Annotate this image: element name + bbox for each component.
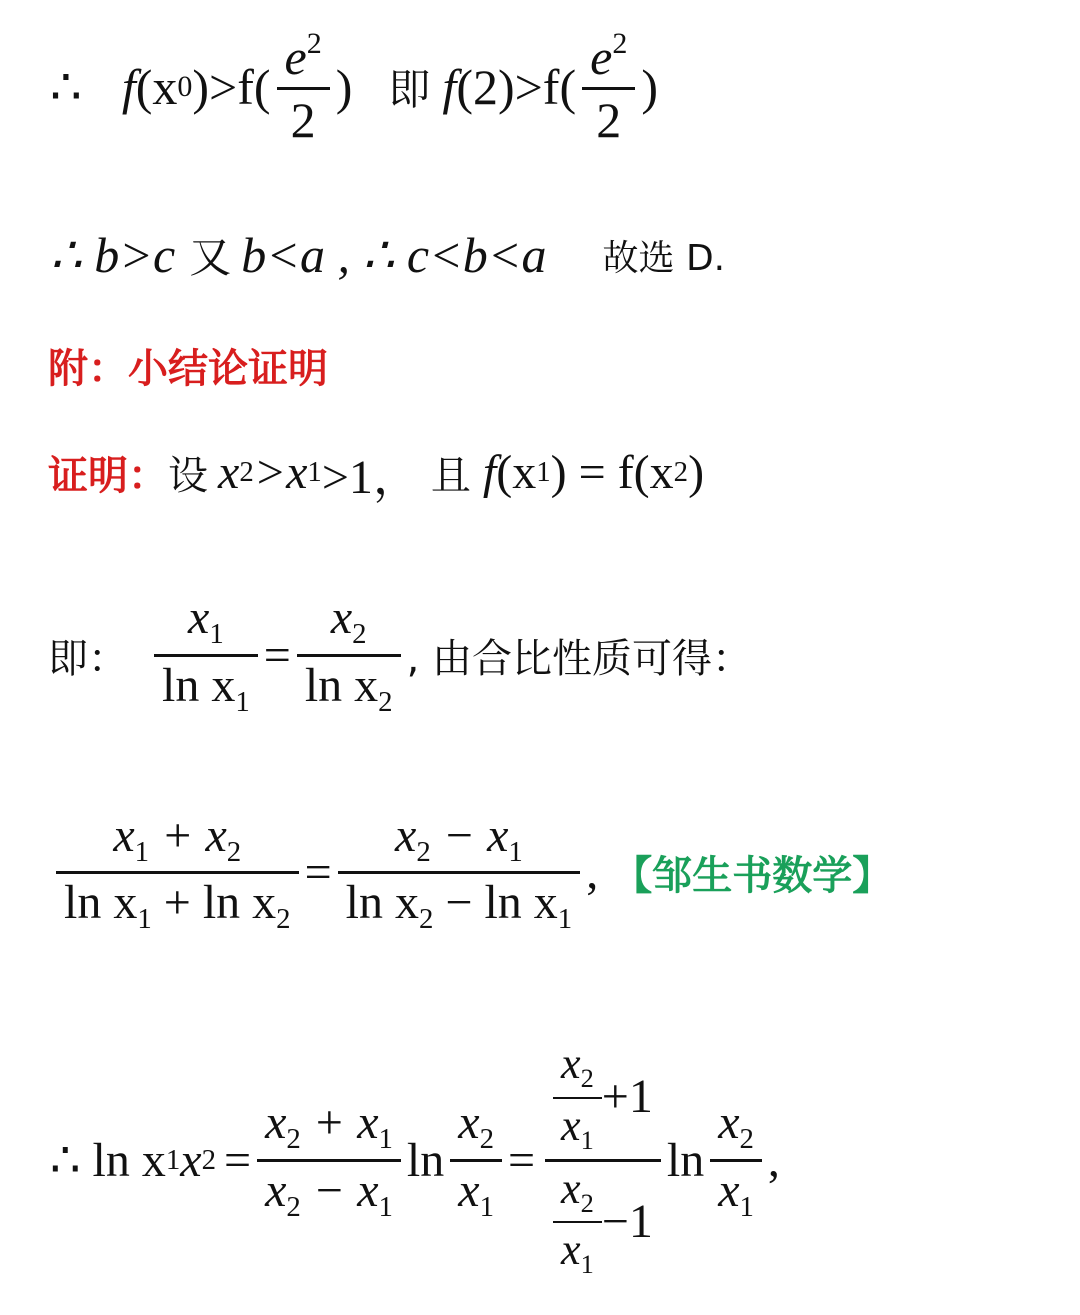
fraction-difference: $\frac{x_2 - x_1}{\ln x_2 - \ln x_1}$ [338,811,581,935]
fraction-e2-over-2-b: $\frac{e^2}{2}$ [582,28,635,147]
watermark-label: 【邹生书数学】 [612,853,893,899]
appendix-title: 附：小结论证明 [48,345,328,392]
fraction-e2-over-2: $\frac{e^2}{2}$ [277,28,330,147]
line-conclusion-order: ∴ b>c 又 b<a , ∴ c<b<a 故选 D. [50,227,726,283]
answer-choice: 故选 D. [602,237,726,279]
fraction-x2-over-x1-b: $\frac{x_2}{x_1}$ [710,1098,762,1222]
line-combined-ratio: $\frac{x_1 + x_2}{\ln x_1 + \ln x_2}$ = $\frac{x_2 - x_1}{\ln x_2 - \ln x_1}$ , 【邹生书数学】 [50,800,892,945]
proof-line: 证明： 设 x 2 >x 1 >1， 且 f (x 1 ) = f(x 2 ) [48,446,705,504]
proof-label: 证明： [48,453,168,499]
fraction-compound: $\frac{x_2}{x_1}$ +1 $\frac{x_2}{x_1}$ −1 [545,1041,661,1280]
line-log-product: ∴ ln x 1 x 2 = $\frac{x_2 + x_1}{x_2 - x_1}$ ln $\frac{x_2}{x_1}$ = $\frac{x_2}{x_1}$ +1 $\frac{x_2}{x_1}$ −1 ln $\frac{x_2}{x_1}$ , [50,1038,780,1280]
therefore-symbol: ∴ [50,59,82,115]
fraction-x1-over-lnx1: $\frac{x_1}{\ln x_1}$ [154,593,258,717]
line-conclusion-f: ∴ f (x 0 )>f( $\frac{e^2}{2}$ ) 即 f (2)>f( $\frac{e^2}{2}$ ) [50,26,658,148]
fraction-sum: $\frac{x_1 + x_2}{\ln x_1 + \ln x_2}$ [56,811,299,935]
line-ratio-equality: 即： $\frac{x_1}{\ln x_1}$ = $\frac{x_2}{\ln x_2}$ , 由合比性质可得： [48,591,753,718]
fraction-x2-over-x1: $\frac{x_2}{x_1}$ [450,1098,502,1222]
fraction-x2-over-lnx2: $\frac{x_2}{\ln x_2}$ [297,593,401,717]
fraction-sum-over-diff: $\frac{x_2 + x_1}{x_2 - x_1}$ [257,1098,401,1222]
